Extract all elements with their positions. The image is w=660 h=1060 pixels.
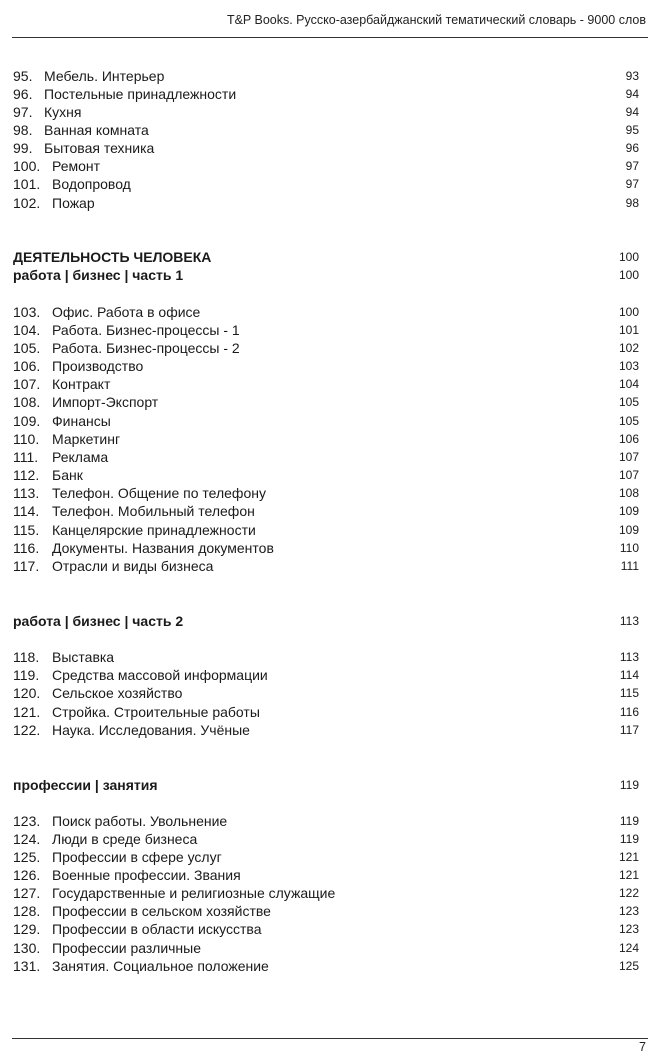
toc-section-heading[interactable] [13,776,639,794]
toc-entry[interactable] [13,957,639,975]
toc-entry-title: Финансы [52,413,111,429]
toc-entry-title: Ремонт [52,158,101,174]
toc-entry-title: Банк [52,467,83,483]
toc-entry[interactable] [13,67,639,85]
toc-entry[interactable] [13,375,639,393]
toc-entry[interactable] [13,721,639,739]
toc-entry-title: Мебель. Интерьер [44,68,165,84]
toc-entry-page: 108 [618,486,639,500]
toc-section-page: 100 [618,268,639,282]
toc-entry[interactable] [13,521,639,539]
toc-entry-number: 129. [13,921,41,937]
toc-entry-page: 107 [618,468,639,482]
toc-entry[interactable] [13,139,639,157]
toc-entry-number: 127. [13,885,41,901]
toc-section-title: ДЕЯТЕЛЬНОСТЬ ЧЕЛОВЕКА [13,249,212,265]
toc-entry-title: Занятия. Социальное положение [52,958,269,974]
toc-entry[interactable] [13,357,639,375]
toc-entry-number: 102. [13,195,41,211]
toc-entry[interactable] [13,448,639,466]
toc-entry[interactable] [13,684,639,702]
toc-entry-number: 97. [13,104,33,120]
toc-entry-title: Кухня [44,104,82,120]
toc-section-title: профессии | занятия [13,777,158,793]
toc-entry-number: 124. [13,831,41,847]
toc-entry-page: 100 [618,305,639,319]
toc-entry-number: 120. [13,685,41,701]
toc-entry[interactable] [13,175,639,193]
toc-entry-title: Государственные и религиозные служащие [52,885,336,901]
toc-entry[interactable] [13,85,639,103]
toc-entry-page: 109 [618,504,639,518]
toc-entry-title: Канцелярские принадлежности [52,522,256,538]
toc-entry-number: 104. [13,322,41,338]
toc-section-page: 100 [618,250,639,264]
toc-entry[interactable] [13,557,639,575]
toc-entry-title: Профессии в сельском хозяйстве [52,903,271,919]
toc-entry-number: 119. [13,667,40,683]
toc-entry-title: Телефон. Мобильный телефон [52,503,255,519]
toc-entry-title: Производство [52,358,144,374]
toc-entry-number: 111. [13,449,39,465]
toc-entry-number: 121. [13,704,41,720]
toc-entry-title: Офис. Работа в офисе [52,304,201,320]
toc-entry-number: 100. [13,158,41,174]
toc-section-page: 113 [619,614,639,628]
toc-entry-title: Работа. Бизнес-процессы - 2 [52,340,240,356]
toc-entry-page: 117 [619,723,639,737]
toc-entry-page: 119 [619,832,639,846]
toc-entry-number: 118. [13,649,40,665]
toc-entry-page: 101 [618,323,639,337]
toc-entry-title: Профессии различные [52,940,202,956]
toc-entry-page: 119 [619,814,639,828]
toc-entry-number: 109. [13,413,41,429]
toc-entry-number: 98. [13,122,33,138]
toc-entry-page: 97 [625,159,639,173]
toc-entry-page: 95 [625,123,639,137]
toc-section-title: работа | бизнес | часть 1 [13,267,184,283]
toc-entry-title: Ванная комната [44,122,149,138]
book-title: T&P Books. Русско-азербайджанский тематический словарь - 9000 слов [226,13,646,27]
toc-entry-title: Люди в среде бизнеса [52,831,198,847]
toc-entry-number: 122. [13,722,41,738]
toc-entry[interactable] [13,412,639,430]
toc-entry-number: 101. [13,176,41,192]
toc-entry-number: 112. [13,467,40,483]
toc-entry-page: 121 [618,868,639,882]
toc-entry-page: 97 [625,177,639,191]
toc-entry-number: 106. [13,358,41,374]
toc-entry[interactable] [13,939,639,957]
toc-entry-title: Маркетинг [52,431,121,447]
toc-entry[interactable] [13,430,639,448]
toc-entry-page: 123 [618,904,639,918]
toc-section-title: работа | бизнес | часть 2 [13,613,184,629]
toc-entry-number: 125. [13,849,41,865]
toc-entry[interactable] [13,466,639,484]
toc-entry-page: 105 [618,395,639,409]
toc-entry-number: 116. [13,540,40,556]
toc-entry-title: Военные профессии. Звания [52,867,241,883]
toc-entry-page: 121 [618,850,639,864]
toc-entry[interactable] [13,848,639,866]
toc-entry-page: 102 [618,341,639,355]
toc-entry-title: Пожар [52,195,95,211]
toc-entry-title: Телефон. Общение по телефону [52,485,266,501]
toc-entry-number: 110. [13,431,40,447]
toc-entry-page: 106 [618,432,639,446]
toc-entry-page: 107 [618,450,639,464]
toc-entry-title: Выставка [52,649,115,665]
toc-entry-number: 108. [13,394,41,410]
toc-entry-page: 111 [620,559,639,573]
toc-entry-page: 115 [619,686,639,700]
toc-entry-number: 113. [13,485,40,501]
header-divider [12,37,648,38]
toc-entry-number: 123. [13,813,41,829]
toc-entry[interactable] [13,902,639,920]
toc-entry[interactable] [13,812,639,830]
toc-entry[interactable] [13,703,639,721]
toc-entry-page: 94 [625,105,639,119]
toc-entry-number: 107. [13,376,41,392]
toc-entry[interactable] [13,648,639,666]
toc-entry-number: 117. [13,558,40,574]
toc-entry-title: Контракт [52,376,111,392]
toc-entry-title: Профессии в сфере услуг [52,849,222,865]
toc-section-page: 119 [619,778,639,792]
toc-entry-page: 109 [618,523,639,537]
toc-section-heading[interactable] [13,248,639,266]
toc-section-heading[interactable] [13,612,639,630]
toc-entry-title: Постельные принадлежности [44,86,237,102]
toc-entry[interactable] [13,157,639,175]
toc-entry-title: Поиск работы. Увольнение [52,813,228,829]
toc-entry-number: 115. [13,522,40,538]
toc-entry-number: 131. [13,958,41,974]
toc-entry-title: Работа. Бизнес-процессы - 1 [52,322,240,338]
toc-entry-title: Отрасли и виды бизнеса [52,558,214,574]
toc-entry-page: 98 [625,196,639,210]
toc-section-heading[interactable] [13,266,639,284]
toc-entry-title: Стройка. Строительные работы [52,704,260,720]
toc-entry[interactable] [13,502,639,520]
toc-entry[interactable] [13,539,639,557]
toc-entry[interactable] [13,866,639,884]
toc-entry-page: 114 [619,668,639,682]
toc-entry-number: 99. [13,140,33,156]
toc-entry-title: Наука. Исследования. Учёные [52,722,250,738]
toc-entry-page: 105 [618,414,639,428]
page-number: 7 [639,1040,646,1054]
toc-entry-page: 122 [618,886,639,900]
footer-divider [12,1038,648,1039]
toc-entry-title: Средства массовой информации [52,667,268,683]
toc-entry[interactable] [13,666,639,684]
toc-entry-title: Водопровод [52,176,131,192]
toc-entry[interactable] [13,194,639,212]
toc-entry-number: 105. [13,340,41,356]
toc-entry-page: 123 [618,922,639,936]
toc-entry-page: 96 [625,141,639,155]
toc-entry-title: Документы. Названия документов [52,540,274,556]
toc-entry-page: 103 [618,359,639,373]
toc-entry-title: Реклама [52,449,109,465]
toc-entry-title: Сельское хозяйство [52,685,183,701]
toc-entry-number: 126. [13,867,41,883]
toc-entry-page: 116 [619,705,639,719]
toc-entry-page: 104 [618,377,639,391]
toc-entry[interactable] [13,393,639,411]
toc-entry[interactable] [13,103,639,121]
toc-entry-number: 114. [13,503,40,519]
toc-entry-title: Профессии в области искусства [52,921,262,937]
toc-entry[interactable] [13,920,639,938]
toc-entry-page: 93 [625,69,639,83]
toc-entry-title: Бытовая техника [44,140,155,156]
toc-entry[interactable] [13,484,639,502]
toc-entry-number: 130. [13,940,41,956]
toc-entry-title: Импорт-Экспорт [52,394,159,410]
toc-entry[interactable] [13,303,639,321]
toc-entry-number: 96. [13,86,33,102]
toc-entry[interactable] [13,830,639,848]
toc-entry-number: 103. [13,304,41,320]
toc-entry[interactable] [13,339,639,357]
toc-entry-number: 128. [13,903,41,919]
toc-entry[interactable] [13,321,639,339]
toc-entry[interactable] [13,884,639,902]
toc-entry-number: 95. [13,68,33,84]
toc-entry-page: 124 [618,941,639,955]
toc-entry-page: 113 [619,650,639,664]
toc-entry-page: 110 [619,541,639,555]
toc-entry-page: 125 [618,959,639,973]
toc-entry[interactable] [13,121,639,139]
toc-entry-page: 94 [625,87,639,101]
